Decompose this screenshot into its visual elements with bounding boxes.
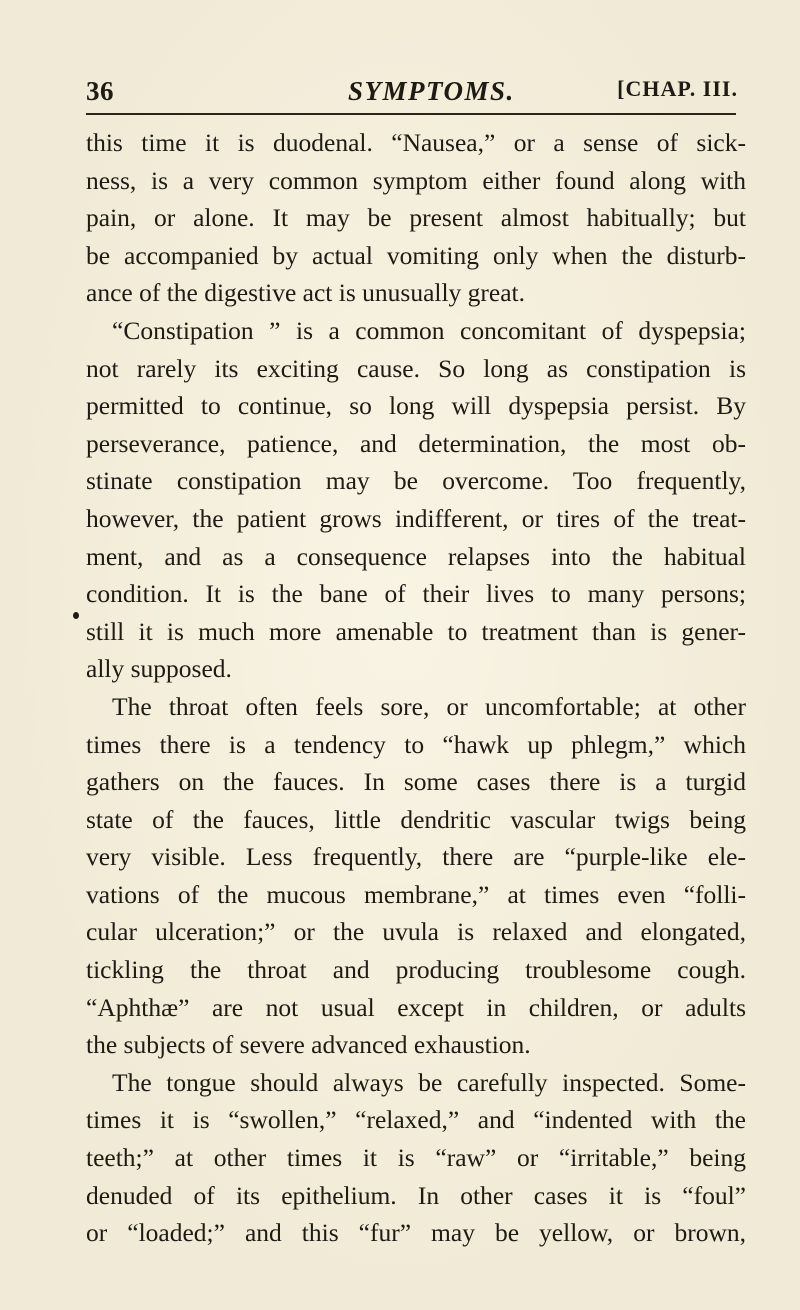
text-line: or “loaded;” and this “fur” may be yellow, or brown,	[86, 1218, 746, 1248]
text-line: the subjects of severe advanced exhaustion.	[86, 1030, 531, 1060]
text-line: ally supposed.	[86, 654, 232, 684]
text-line: The tongue should always be carefully inspected. Some-	[112, 1067, 746, 1097]
body-text	[86, 124, 746, 1252]
text-line: state of the fauces, little dendritic vascular twigs being	[86, 804, 746, 834]
text-line: permitted to continue, so long will dyspepsia persist. By	[86, 391, 746, 421]
text-line: however, the patient grows indifferent, or tires of the treat-	[86, 503, 746, 533]
text-line: vations of the mucous membrane,” at times even “folli-	[86, 879, 746, 909]
text-line: not rarely its exciting cause. So long as constipation is	[86, 353, 746, 383]
text-line: times it is “swollen,” “relaxed,” and “indented with the	[86, 1105, 746, 1135]
running-head	[86, 72, 738, 112]
text-line: this time it is duodenal. “Nausea,” or a sense of sick-	[86, 128, 746, 157]
text-line: teeth;” at other times it is “raw” or “irritable,” being	[86, 1143, 746, 1173]
text-line: condition. It is the bane of their lives to many persons;	[86, 579, 746, 609]
text-line: denuded of its epithelium. In other cases it is “foul”	[86, 1180, 746, 1210]
text-line: ance of the digestive act is unusually great.	[86, 278, 526, 308]
chapter-reference: [CHAP. III.	[617, 76, 738, 101]
text-line: gathers on the fauces. In some cases there is a turgid	[86, 767, 746, 797]
text-line: very visible. Less frequently, there are “purple-like ele-	[86, 842, 746, 872]
text-line: times there is a tendency to “hawk up phlegm,” which	[86, 729, 746, 759]
margin-mark	[73, 612, 79, 619]
running-title: SYMPTOMS.	[348, 76, 515, 106]
header-rule	[86, 113, 736, 115]
page-number: 36	[86, 76, 114, 106]
text-line: cular ulceration;” or the uvula is relaxed and elongated,	[86, 917, 746, 947]
text-line: “Aphthæ” are not usual except in children, or adults	[86, 992, 746, 1022]
text-line: ment, and as a consequence relapses into the habitual	[86, 541, 746, 571]
text-line: “Constipation ” is a common concomitant of dyspepsia;	[112, 315, 746, 345]
text-line: perseverance, patience, and determination, the most ob-	[86, 428, 746, 458]
text-line: ness, is a very common symptom either found along with	[86, 165, 746, 195]
text-line: tickling the throat and producing troublesome cough.	[86, 955, 746, 985]
text-line: pain, or alone. It may be present almost habitually; but	[86, 203, 746, 233]
text-line: stinate constipation may be overcome. Too frequently,	[86, 466, 746, 496]
text-line: be accompanied by actual vomiting only when the disturb-	[86, 240, 746, 270]
text-line: The throat often feels sore, or uncomfortable; at other	[112, 691, 746, 721]
text-line: still it is much more amenable to treatment than is gener-	[86, 616, 746, 646]
